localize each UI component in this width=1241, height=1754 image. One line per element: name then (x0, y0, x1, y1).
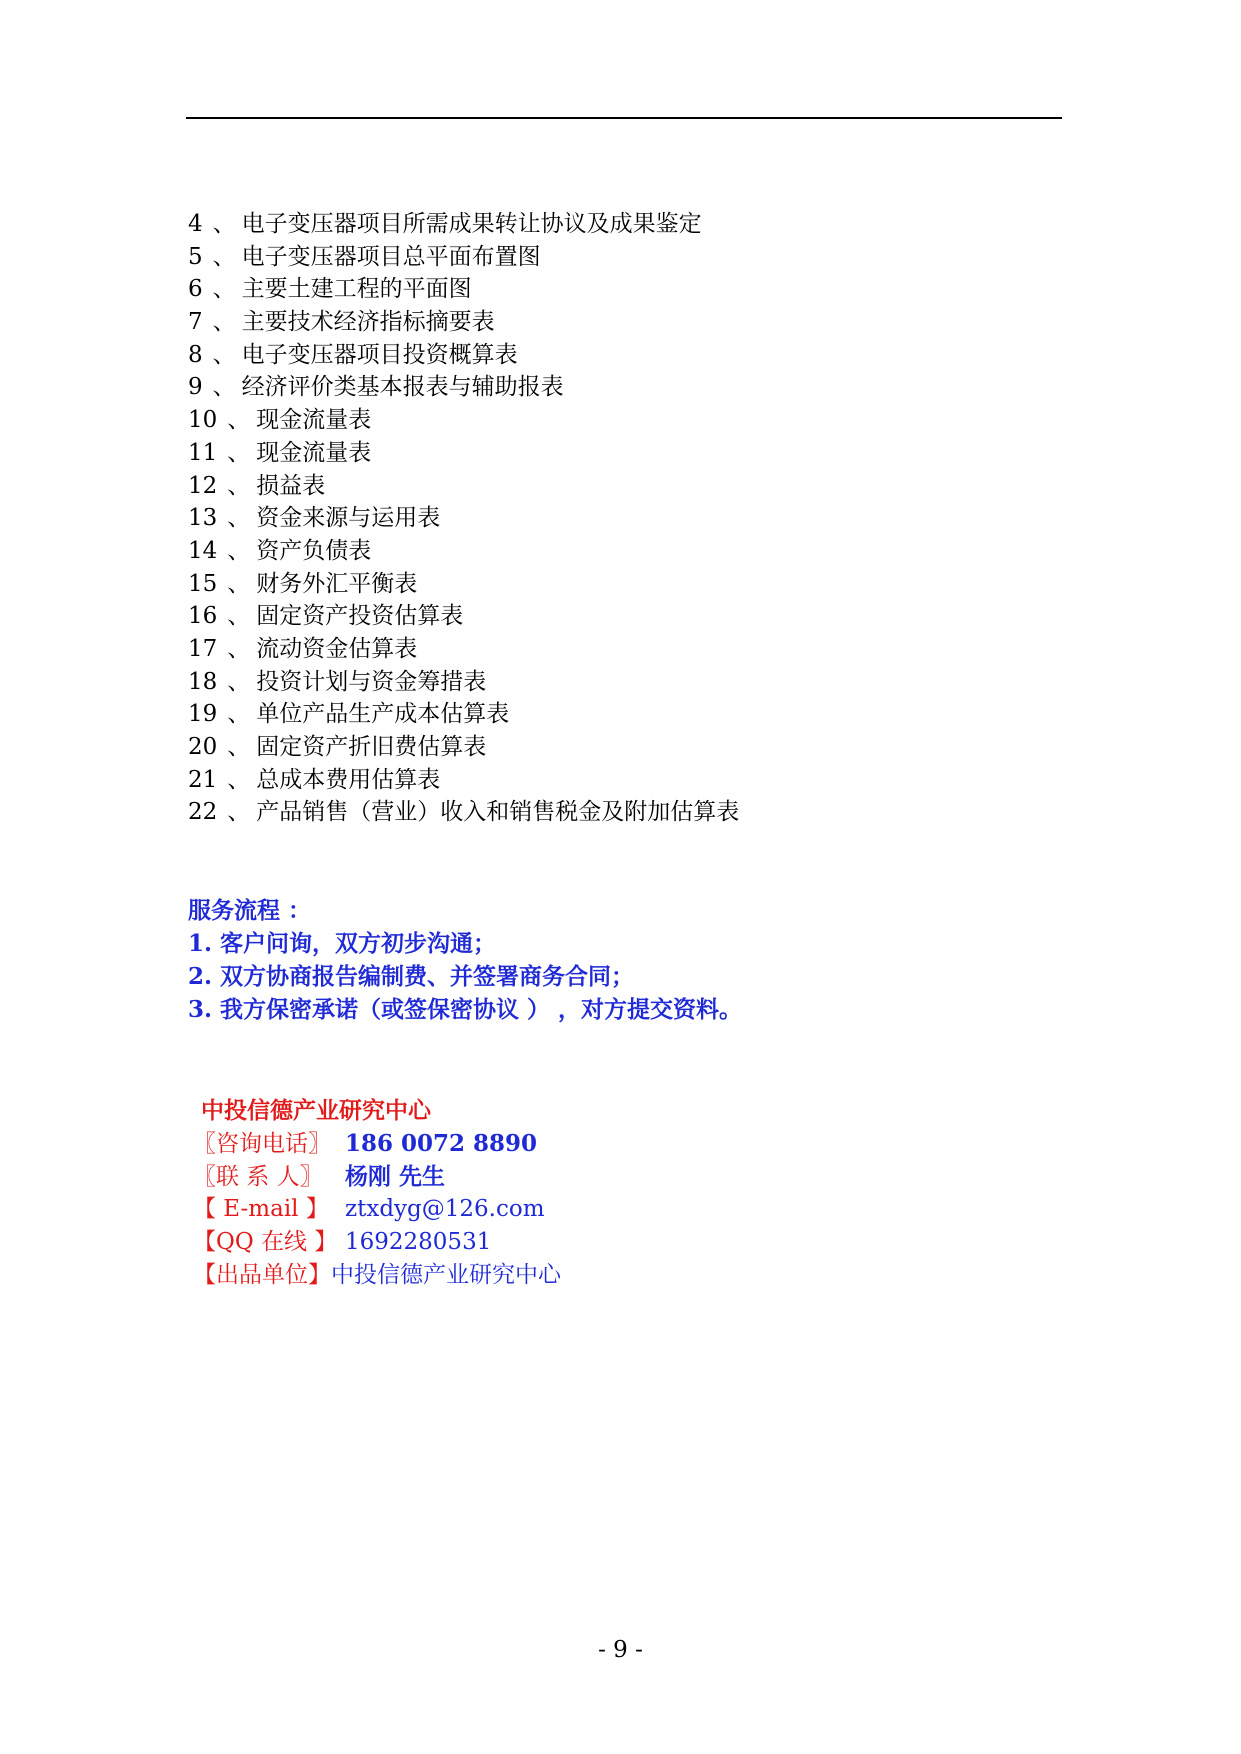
list-item-number: 7 (188, 309, 203, 336)
page-number: - 9 - (598, 1637, 643, 1663)
list-item (188, 796, 1088, 829)
list-item-text: 资产负债表 (256, 537, 372, 564)
list-item-separator: 、 (227, 734, 251, 760)
list-item-separator: 、 (227, 407, 251, 434)
phone-label: 〖咨询电话〗 (193, 1131, 331, 1157)
phone-number: 186 0072 8890 (345, 1130, 538, 1157)
list-item (188, 404, 1088, 437)
qq-number: 1692280531 (345, 1229, 492, 1255)
list-item-separator: 、 (212, 276, 236, 303)
list-item-number: 11 (188, 439, 218, 466)
email-address: ztxdyg@126.com (345, 1196, 545, 1222)
list-item-number: 9 (188, 374, 203, 401)
list-item-number: 8 (188, 341, 203, 368)
list-item-text: 电子变压器项目总平面布置图 (241, 243, 541, 270)
list-item-text: 流动资金估算表 (256, 635, 418, 662)
list-item-number: 5 (188, 243, 203, 270)
list-item-number: 22 (188, 799, 218, 826)
service-process (188, 894, 742, 1026)
list-item-number: 20 (188, 734, 218, 760)
list-item-text: 主要土建工程的平面图 (241, 276, 472, 303)
list-item (188, 470, 1088, 503)
list-item-separator: 、 (227, 603, 251, 630)
list-item-separator: 、 (227, 472, 251, 499)
list-item-text: 现金流量表 (256, 439, 372, 466)
list-item (188, 502, 1088, 535)
list-item-text: 产品销售（营业）收入和销售税金及附加估算表 (256, 799, 740, 826)
list-item-text: 电子变压器项目投资概算表 (241, 341, 518, 368)
list-item-separator: 、 (227, 537, 251, 564)
list-item-separator: 、 (227, 799, 251, 826)
publisher-label: 【出品单位】 (193, 1262, 331, 1288)
list-item-separator: 、 (212, 341, 236, 368)
list-item-number: 15 (188, 570, 218, 597)
list-item-separator: 、 (212, 211, 236, 237)
list-item-separator: 、 (227, 635, 251, 662)
service-step: 1. 客户问询，双方初步沟通； (188, 930, 497, 957)
list-item (188, 535, 1088, 568)
list-item (188, 306, 1088, 339)
list-item-number: 16 (188, 603, 218, 630)
list-item (188, 698, 1088, 731)
list-item-text: 经济评价类基本报表与辅助报表 (241, 374, 564, 401)
list-item-text: 现金流量表 (256, 407, 372, 434)
list-item-separator: 、 (212, 243, 236, 270)
list-item-text: 单位产品生产成本估算表 (256, 701, 510, 728)
list-item (188, 600, 1088, 633)
list-item-text: 电子变压器项目所需成果转让协议及成果鉴定 (241, 211, 702, 237)
list-item (188, 568, 1088, 601)
list-item-separator: 、 (227, 701, 251, 728)
organization-name: 中投信德产业研究中心 (201, 1097, 431, 1124)
list-item-number: 6 (188, 276, 203, 303)
list-item (188, 764, 1088, 797)
qq-label: 【QQ 在线 】 (193, 1229, 338, 1255)
list-item-text: 总成本费用估算表 (256, 766, 441, 793)
publisher-name: 中投信德产业研究中心 (331, 1262, 561, 1288)
list-item-number: 18 (188, 668, 218, 695)
list-item-separator: 、 (227, 766, 251, 793)
list-item-number: 12 (188, 472, 218, 499)
list-item (188, 731, 1088, 764)
list-item (188, 437, 1088, 470)
list-item (188, 633, 1088, 666)
list-item-separator: 、 (227, 505, 251, 532)
list-item-separator: 、 (227, 439, 251, 466)
service-title: 服务流程 ： (188, 897, 312, 924)
contents-list (188, 208, 1088, 829)
list-item-text: 资金来源与运用表 (256, 505, 441, 532)
list-item-separator: 、 (212, 374, 236, 401)
list-item-separator: 、 (212, 309, 236, 336)
list-item-text: 损益表 (256, 472, 326, 499)
list-item-text: 固定资产折旧费估算表 (256, 734, 487, 760)
list-item (188, 241, 1088, 274)
list-item-number: 13 (188, 505, 218, 532)
list-item (188, 273, 1088, 306)
header-rule (186, 117, 1062, 119)
list-item-number: 21 (188, 766, 218, 793)
email-label: 【 E-mail 】 (193, 1196, 329, 1222)
contact-block (193, 1094, 561, 1292)
list-item-separator: 、 (227, 570, 251, 597)
list-item (188, 666, 1088, 699)
list-item-number: 14 (188, 537, 218, 564)
list-item (188, 339, 1088, 372)
service-step: 2. 双方协商报告编制费、并签署商务合同； (188, 963, 635, 990)
contact-person-label: 〖联 系 人〗 (193, 1164, 323, 1190)
contact-person: 杨刚 先生 (345, 1163, 446, 1190)
list-item-number: 19 (188, 701, 218, 728)
list-item-number: 4 (188, 211, 203, 237)
list-item (188, 208, 1088, 241)
list-item-text: 投资计划与资金筹措表 (256, 668, 487, 695)
list-item-text: 主要技术经济指标摘要表 (241, 309, 495, 336)
list-item-text: 固定资产投资估算表 (256, 603, 464, 630)
list-item (188, 371, 1088, 404)
list-item-number: 17 (188, 635, 218, 662)
list-item-number: 10 (188, 407, 218, 434)
list-item-separator: 、 (227, 668, 251, 695)
service-step: 3. 我方保密承诺（或签保密协议 ） ，对方提交资料。 (188, 996, 743, 1023)
list-item-text: 财务外汇平衡表 (256, 570, 418, 597)
